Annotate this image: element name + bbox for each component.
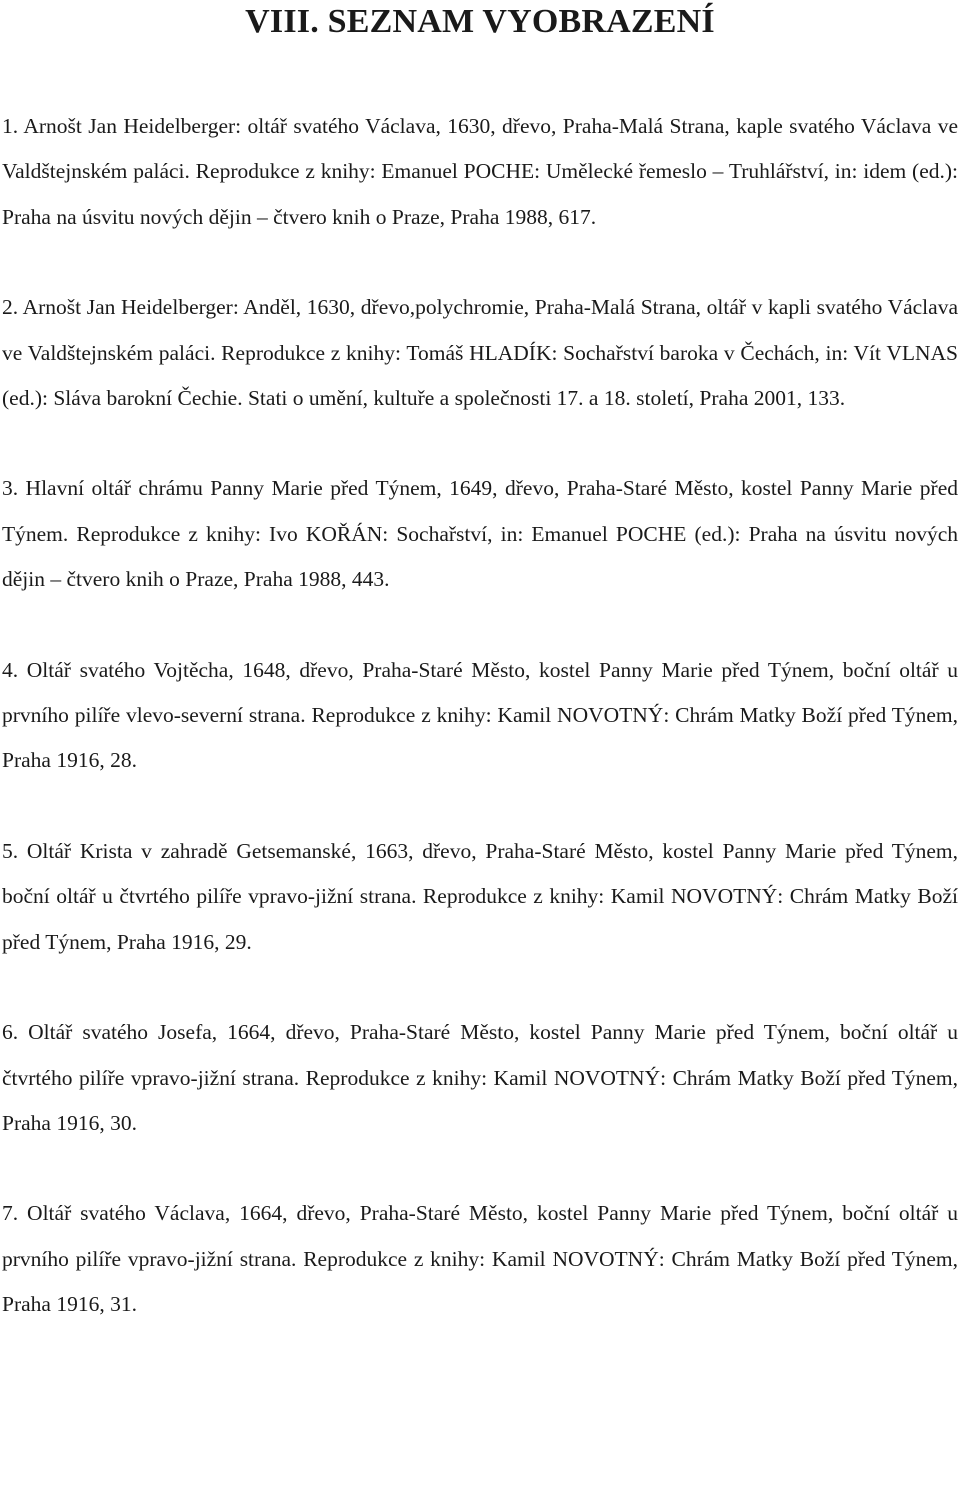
list-item: 5. Oltář Krista v zahradě Getsemanské, 1663, dřevo, Praha-Staré Město, kostel Panny Marie před Týnem, boční oltář u čtvrtého pilíře vpravo-jižní strana. Reprodukce z knihy: Kamil NOVOTNÝ: Chrám Matky Boží před Týnem, Praha 1916, 29. <box>2 838 958 954</box>
list-item: 3. Hlavní oltář chrámu Panny Marie před Týnem, 1649, dřevo, Praha-Staré Město, kostel Panny Marie před Týnem. Reprodukce z knihy: Ivo KOŘÁN: Sochařství, in: Emanuel POCHE (ed.): Praha na úsvitu nových dějin – čtvero knih o Praze, Praha 1988, 443. <box>2 476 958 592</box>
list-item: 1. Arnošt Jan Heidelberger: oltář svatého Václava, 1630, dřevo, Praha-Malá Strana, kaple svatého Václava ve Valdštejnském paláci. Reprodukce z knihy: Emanuel POCHE: Umělecké řemeslo – Truhlářství, in: idem (ed.): Praha na úsvitu nových dějin – čtvero knih o Praze, Praha 1988, 617. <box>2 114 958 229</box>
illustration-list <box>2 104 958 1373</box>
list-item: 6. Oltář svatého Josefa, 1664, dřevo, Praha-Staré Město, kostel Panny Marie před Týnem, boční oltář u čtvrtého pilíře vpravo-jižní strana. Reprodukce z knihy: Kamil NOVOTNÝ: Chrám Matky Boží před Týnem, Praha 1916, 30. <box>2 1020 958 1135</box>
list-item: 4. Oltář svatého Vojtěcha, 1648, dřevo, Praha-Staré Město, kostel Panny Marie před Týnem, boční oltář u prvního pilíře vlevo-severní strana. Reprodukce z knihy: Kamil NOVOTNÝ: Chrám Matky Boží před Týnem, Praha 1916, 28. <box>2 657 958 773</box>
page-title: VIII. SEZNAM VYOBRAZENÍ <box>245 3 715 40</box>
list-item: 7. Oltář svatého Václava, 1664, dřevo, Praha-Staré Město, kostel Panny Marie před Týnem, boční oltář u prvního pilíře vpravo-jižní strana. Reprodukce z knihy: Kamil NOVOTNÝ: Chrám Matky Boží před Týnem, Praha 1916, 31. <box>2 1201 958 1317</box>
list-item: 2. Arnošt Jan Heidelberger: Anděl, 1630, dřevo,polychromie, Praha-Malá Strana, oltář v kapli svatého Václava ve Valdštejnském paláci. Reprodukce z knihy: Tomáš HLADÍK: Sochařství baroka v Čechách, in: Vít VLNAS (ed.): Sláva barokní Čechie. Stati o umění, kultuře a společnosti 17. a 18. století, Praha 2001, 133. <box>2 295 958 411</box>
